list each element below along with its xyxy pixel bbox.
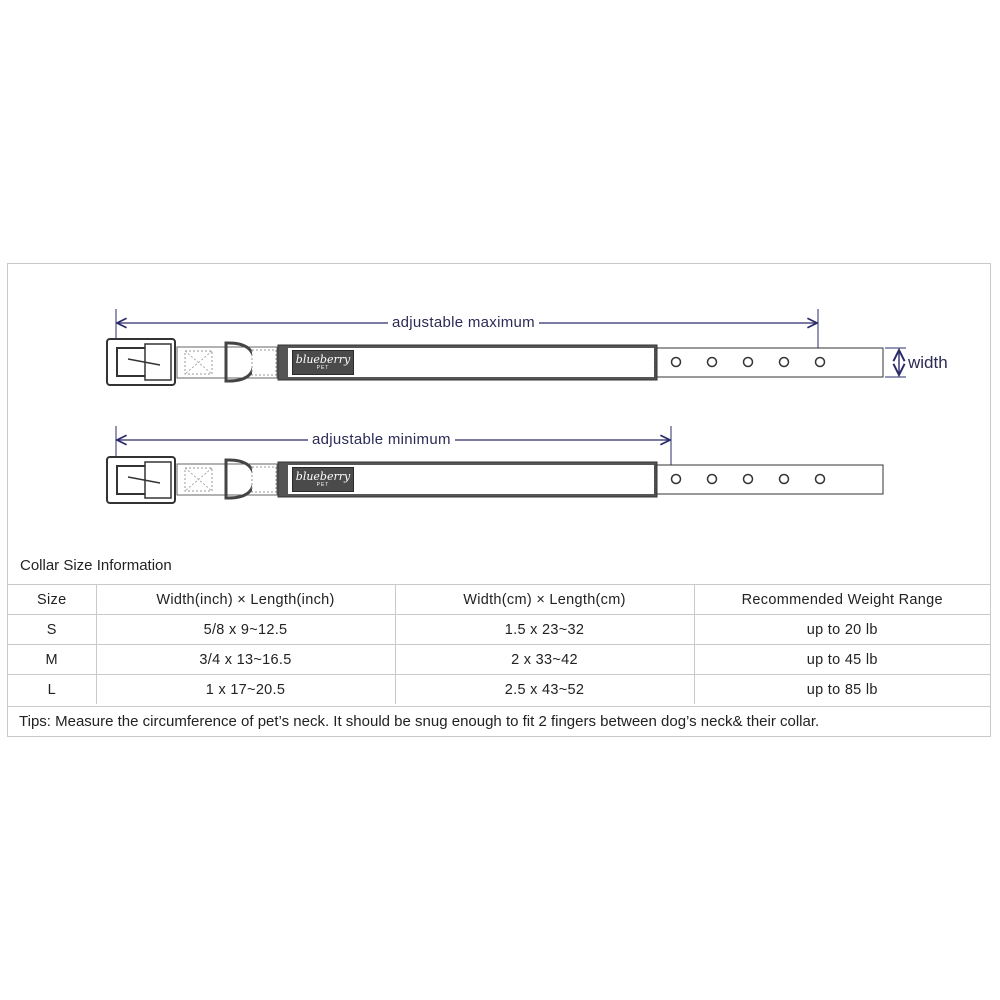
- collar-hole: [708, 475, 717, 484]
- collar-hole: [672, 475, 681, 484]
- collar-hole: [672, 358, 681, 367]
- collar-maximum: [107, 339, 883, 385]
- cell-size: S: [8, 615, 96, 645]
- header-cm: Width(cm) × Length(cm): [395, 585, 694, 615]
- cell-inch: 1 x 17~20.5: [96, 675, 395, 705]
- cell-inch: 5/8 x 9~12.5: [96, 615, 395, 645]
- collar-hole: [744, 358, 753, 367]
- table-header-row: [8, 585, 990, 615]
- cell-weight: up to 20 lb: [694, 615, 990, 645]
- table-row: [8, 645, 990, 675]
- tips-text: Tips: Measure the circumference of pet’s neck. It should be snug enough to fit 2 fingers between dog’s neck& their collar.: [8, 706, 990, 736]
- brand-tag-logo: [292, 350, 354, 375]
- collar-hole: [816, 475, 825, 484]
- brand-tag-logo: [292, 467, 354, 492]
- cell-weight: up to 45 lb: [694, 645, 990, 675]
- brand-name: blueberry: [295, 353, 351, 366]
- collar-hole: [816, 358, 825, 367]
- brand-name: blueberry: [295, 470, 351, 483]
- width-label: width: [908, 353, 948, 372]
- cell-size: L: [8, 675, 96, 705]
- header-inch: Width(inch) × Length(inch): [96, 585, 395, 615]
- collar-hole: [780, 475, 789, 484]
- collar-minimum: [107, 457, 883, 503]
- cell-weight: up to 85 lb: [694, 675, 990, 705]
- cell-cm: 2 x 33~42: [395, 645, 694, 675]
- size-table: [8, 584, 990, 704]
- brand-sub: PET: [316, 365, 330, 371]
- table-title: Collar Size Information: [20, 557, 172, 574]
- header-weight: Recommended Weight Range: [694, 585, 990, 615]
- collar-hole: [780, 358, 789, 367]
- adjustable-minimum-label: adjustable minimum: [308, 431, 455, 448]
- cell-cm: 2.5 x 43~52: [395, 675, 694, 705]
- cell-cm: 1.5 x 23~32: [395, 615, 694, 645]
- table-row: [8, 675, 990, 705]
- cell-size: M: [8, 645, 96, 675]
- cell-inch: 3/4 x 13~16.5: [96, 645, 395, 675]
- header-size: Size: [8, 585, 96, 615]
- brand-sub: PET: [316, 482, 330, 488]
- table-row: [8, 615, 990, 645]
- adjustable-maximum-label: adjustable maximum: [388, 314, 539, 331]
- collar-hole: [744, 475, 753, 484]
- collar-hole: [708, 358, 717, 367]
